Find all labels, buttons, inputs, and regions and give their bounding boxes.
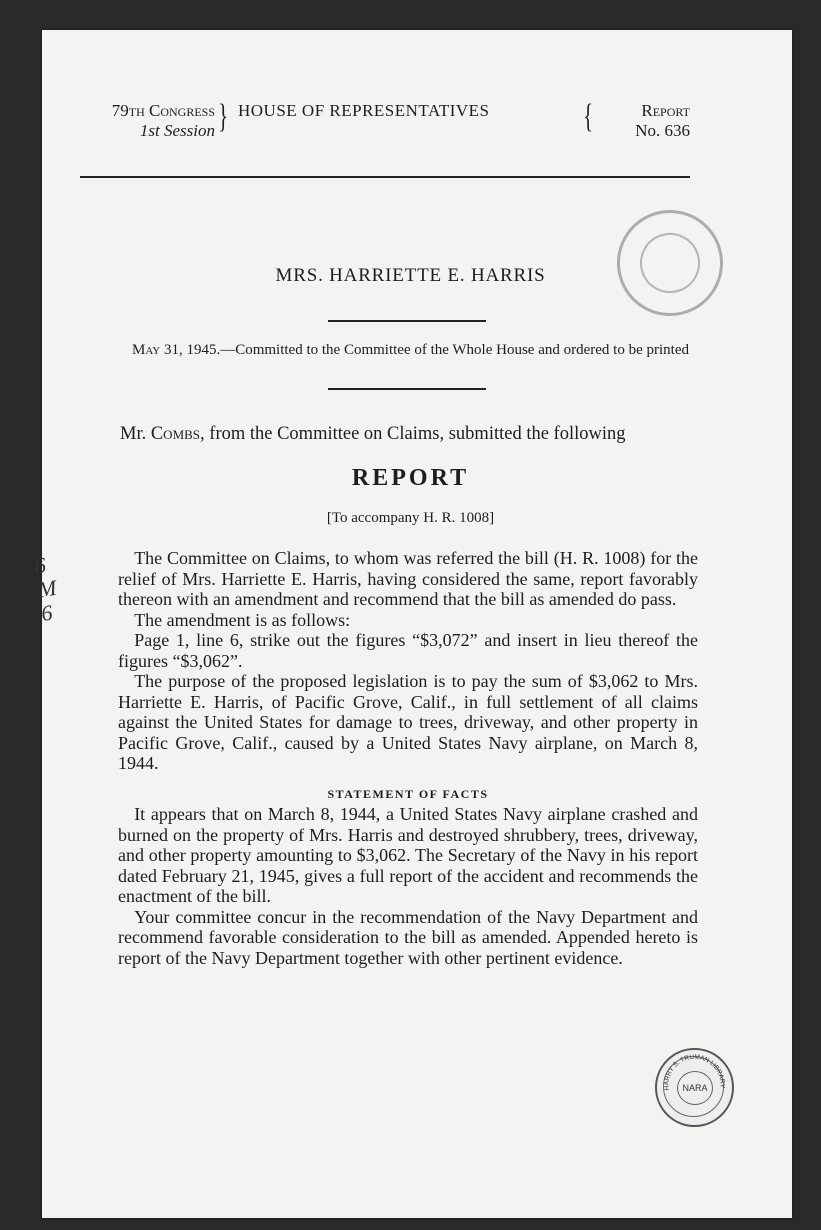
submitted-text: , from the Committee on Claims, submitted the following [200,424,626,444]
committed-notice [118,340,703,360]
report-body [118,548,698,968]
margin-note: 6 [32,552,48,579]
statement-heading: STATEMENT OF FACTS [327,786,489,801]
truman-library-stamp [655,1048,734,1127]
paragraph: Page 1, line 6, strike out the figures “$3,072” and insert in lieu thereof the figures “$3,062”. [118,630,698,671]
right-brace: { [583,98,594,135]
congress-session [80,101,215,141]
congress-label: 79th Congress [111,101,215,120]
submitter-name: Combs [150,424,201,444]
submitted-line [120,424,700,445]
stamp-inner-ring [630,223,710,303]
report-number: No. 636 [635,121,690,140]
page-title: MRS. HARRIETTE E. HARRIS [275,265,546,286]
paragraph: Your committee concur in the recommendation of the Navy Department and recommend favorable consideration to the bill as amended. Appended hereto is report of the Navy Department together with other pertinent evidence. [118,906,698,968]
report-number-block [605,101,690,141]
paragraph: The amendment is as follows: [134,609,351,630]
submitted-prefix: Mr. [120,424,151,444]
title-rule [328,320,486,322]
left-brace: } [218,98,229,135]
paragraph: The purpose of the proposed legislation is to pay the sum of $3,062 to Mrs. Harriette E. Harris, of Pacific Grove, Calif., in full settlement of all claims against the United States for damage to trees, driveway, and other property in Pacific Grove, Calif., caused by a United States Navy airplane, on March 8, 1944. [118,671,698,773]
report-heading: REPORT [351,465,470,491]
margin-note: M [36,574,58,603]
report-header [80,98,690,168]
stamp-center-label: NARA [677,1071,713,1105]
svg-text:HARRY S. TRUMAN LIBRARY: HARRY S. TRUMAN LIBRARY [663,1053,726,1091]
paragraph: It appears that on March 8, 1944, a United States Navy airplane crashed and burned on the property of Mrs. Harris and destroyed shrubbery, trees, driveway, and other property amounting to $3,062. The Secretary of the Navy in his report dated February 21, 1945, gives a full report of the accident and recommends the enactment of the bill. [118,804,698,906]
session-label: 1st Session [139,121,215,140]
accompany-line: [To accompany H. R. 1008] [326,510,495,526]
header-rule [80,176,690,178]
committed-date: May 31, 1945. [131,342,221,358]
house-label: HOUSE OF REPRESENTATIVES [238,101,490,120]
committed-text: —Committed to the Committee of the Whole House and ordered to be printed [220,342,689,358]
committed-rule [328,388,486,390]
paragraph: The Committee on Claims, to whom was referred the bill (H. R. 1008) for the relief of Mrs. Harriette E. Harris, having considered the same, report favorably thereon with an amendment and recommend that the bill as amended do pass. [118,548,698,609]
margin-note: 6 [39,599,54,626]
report-label: Report [641,101,690,120]
